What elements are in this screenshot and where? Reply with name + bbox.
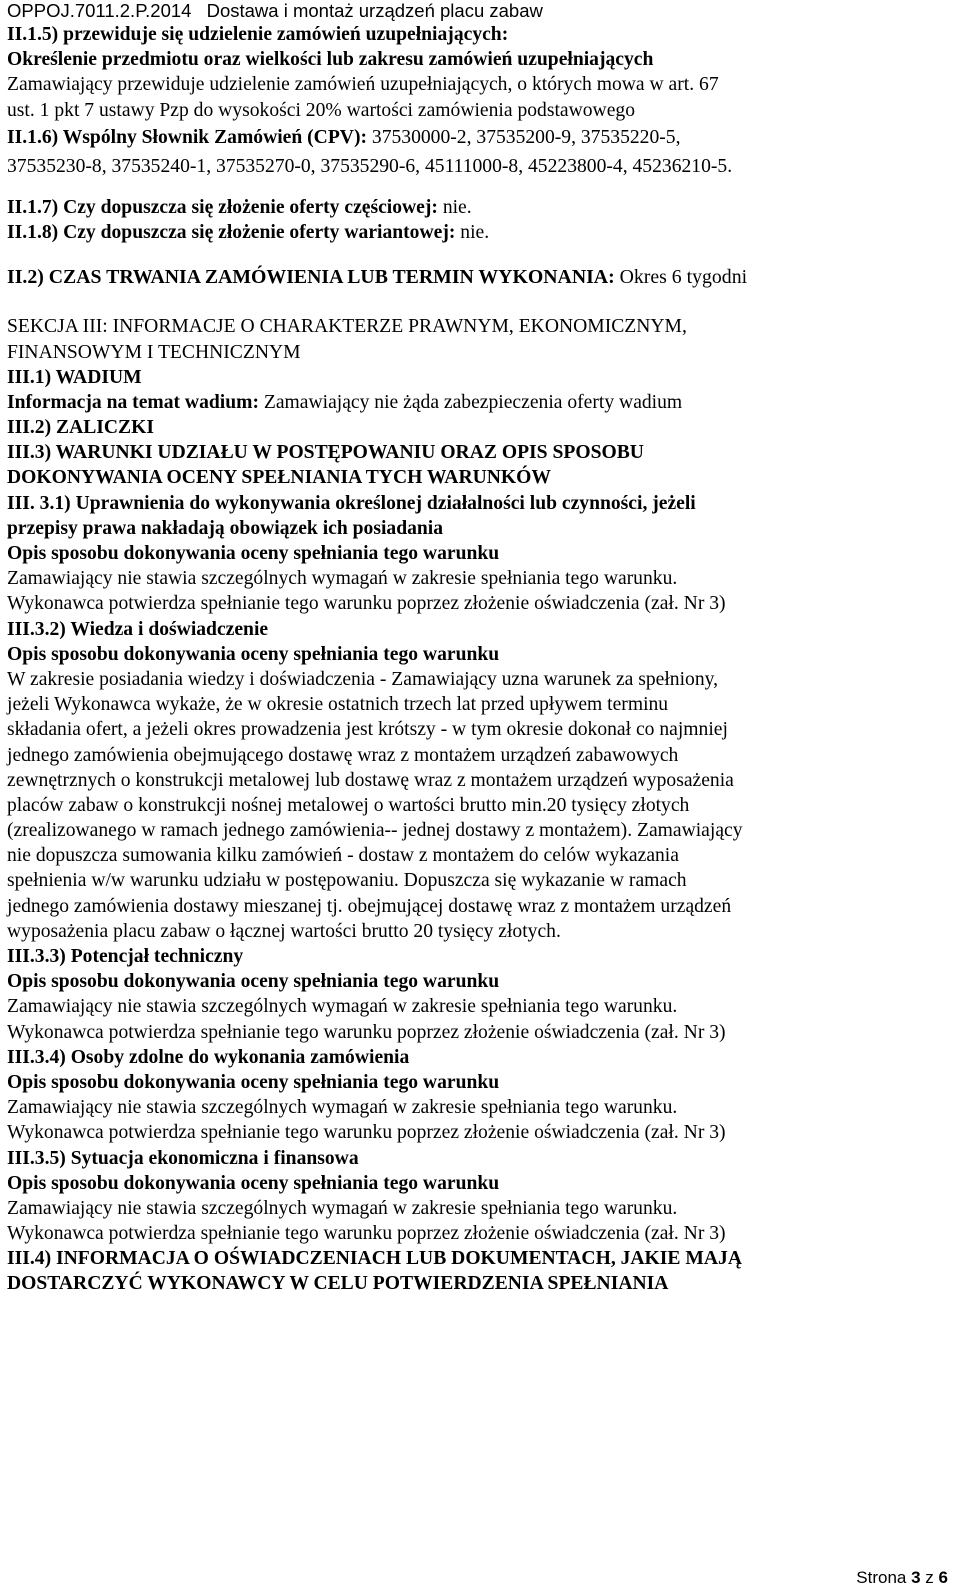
section-2-1-5-text-1: Zamawiający przewiduje udzielenie zamówień uzupełniających, o których mowa w art. 67: [7, 74, 719, 96]
section-2-2-value: Okres 6 tygodni: [614, 266, 748, 289]
cpv-label: II.1.6) Wspólny Słownik Zamówień (CPV):: [7, 126, 367, 148]
page-header: [7, 0, 955, 22]
section-2-1-7-value: nie.: [437, 196, 472, 218]
nie-stawia-text: Zamawiający nie stawia szczególnych wymagań w zakresie spełniania tego warunku.: [7, 568, 678, 590]
document-page: [7, 0, 955, 1297]
cpv-codes-2: 37535230-8, 37535240-1, 37535270-0, 37535290-6, 45111000-8, 45223800-4, 45236210-5.: [7, 155, 733, 177]
section-2-1-5-subheading: Określenie przedmiotu oraz wielkości lub zakresu zamówień uzupełniających: [7, 49, 654, 71]
header-code: OPPOJ.7011.2.P.2014: [7, 0, 192, 21]
potwierdza-text: Wykonawca potwierdza spełnianie tego warunku poprzez złożenie oświadczenia (zał. Nr 3): [7, 1223, 726, 1245]
opis-label: Opis sposobu dokonywania oceny spełniania tego warunku: [7, 971, 500, 993]
sytuacja-heading: III.3.5) Sytuacja ekonomiczna i finansowa: [7, 1147, 359, 1169]
wadium-value: Zamawiający nie żąda zabezpieczenia oferty wadium: [258, 391, 683, 413]
wiedza-line: jeżeli Wykonawca wykaże, że w okresie ostatnich trzech lat przed upływem terminu: [7, 694, 669, 716]
page-number-prefix: Strona: [856, 1568, 912, 1587]
cpv-codes-1: 37530000-2, 37535200-9, 37535220-5,: [367, 126, 681, 148]
section-2-1-6: [7, 123, 955, 181]
opis-label: Opis sposobu dokonywania oceny spełniania tego warunku: [7, 1071, 500, 1093]
uprawnienia-heading-1: III. 3.1) Uprawnienia do wykonywania określonej działalności lub czynności, jeżeli: [7, 492, 696, 514]
nie-stawia-text: Zamawiający nie stawia szczególnych wymagań w zakresie spełniania tego warunku.: [7, 1197, 678, 1219]
warunki-heading-2: DOKONYWANIA OCENY SPEŁNIANIA TYCH WARUNKÓW: [7, 467, 551, 489]
section-3-title-1: SEKCJA III: INFORMACJE O CHARAKTERZE PRAWNYM, EKONOMICZNYM,: [7, 316, 687, 338]
informacja-heading-2: DOSTARCZYĆ WYKONAWCY W CELU POTWIERDZENIA SPEŁNIANIA: [7, 1273, 669, 1295]
wiedza-paragraph: [7, 667, 955, 944]
wiedza-line: jednego zamówienia dostawy mieszanej tj. obejmującej dostawę wraz z montażem urządzeń: [7, 895, 732, 917]
potwierdza-text: Wykonawca potwierdza spełnianie tego warunku poprzez złożenie oświadczenia (zał. Nr 3): [7, 1122, 726, 1144]
spacer: [7, 245, 955, 265]
section-2-1-8-label: II.1.8) Czy dopuszcza się złożenie oferty wariantowej:: [7, 221, 456, 243]
opis-label: Opis sposobu dokonywania oceny spełniania tego warunku: [7, 643, 500, 665]
wiedza-line: placów zabaw o konstrukcji nośnej metalowej o wartości brutto min.20 tysięcy złotych: [7, 794, 690, 816]
nie-stawia-text: Zamawiający nie stawia szczególnych wymagań w zakresie spełniania tego warunku.: [7, 1097, 678, 1119]
potwierdza-text: Wykonawca potwierdza spełnianie tego warunku poprzez złożenie oświadczenia (zał. Nr 3): [7, 1021, 726, 1043]
section-2-1-8-value: nie.: [455, 221, 490, 243]
wiedza-line: (zrealizowanego w ramach jednego zamówienia-- jednej dostawy z montażem). Zamawiający: [7, 820, 743, 842]
wiedza-line: nie dopuszcza sumowania kilku zamówień - dostaw z montażem do celów wykazania: [7, 845, 679, 867]
section-2-2-label: II.2) CZAS TRWANIA ZAMÓWIENIA LUB TERMIN WYKONANIA:: [7, 266, 615, 289]
page-number-separator: z: [920, 1568, 939, 1587]
zaliczki-heading: III.2) ZALICZKI: [7, 417, 154, 439]
wadium-label: Informacja na temat wadium:: [7, 391, 259, 413]
osoby-heading: III.3.4) Osoby zdolne do wykonania zamówienia: [7, 1046, 410, 1068]
wiedza-line: składania ofert, a jeżeli okres prowadzenia jest krótszy - w tym okresie dokonał co najmniej: [7, 719, 728, 741]
page-number-total: 6: [938, 1568, 948, 1587]
spacer: [7, 181, 955, 195]
section-2-1-5-heading: II.1.5) przewiduje się udzielenie zamówień uzupełniających:: [7, 24, 509, 45]
opis-label: Opis sposobu dokonywania oceny spełniania tego warunku: [7, 543, 500, 564]
nie-stawia-text: Zamawiający nie stawia szczególnych wymagań w zakresie spełniania tego warunku.: [7, 996, 678, 1018]
potencjal-heading: III.3.3) Potencjał techniczny: [7, 946, 244, 967]
wiedza-line: wyposażenia placu zabaw o łącznej wartości brutto 20 tysięcy złotych.: [7, 920, 561, 942]
wadium-heading: III.1) WADIUM: [7, 366, 142, 388]
section-2-1-5-text-2: ust. 1 pkt 7 ustawy Pzp do wysokości 20% wartości zamówienia podstawowego: [7, 99, 635, 121]
wiedza-line: W zakresie posiadania wiedzy i doświadczenia - Zamawiający uzna warunek za spełniony,: [7, 668, 719, 690]
wiedza-heading: III.3.2) Wiedza i doświadczenie: [7, 618, 269, 640]
warunki-heading-1: III.3) WARUNKI UDZIAŁU W POSTĘPOWANIU ORAZ OPIS SPOSOBU: [7, 442, 644, 464]
opis-label: Opis sposobu dokonywania oceny spełniania tego warunku: [7, 1172, 500, 1194]
spacer: [7, 290, 955, 314]
wiedza-line: jednego zamówienia obejmującego dostawę wraz z montażem urządzeń zabawowych: [7, 744, 679, 766]
potwierdza-text: Wykonawca potwierdza spełnianie tego warunku poprzez złożenie oświadczenia (zał. Nr 3): [7, 593, 726, 615]
page-number: [856, 1568, 948, 1588]
section-2-1-7-label: II.1.7) Czy dopuszcza się złożenie oferty częściowej:: [7, 196, 438, 218]
wiedza-line: spełnienia w/w warunku udziału w postępowaniu. Dopuszcza się wykazanie w ramach: [7, 870, 687, 892]
uprawnienia-heading-2: przepisy prawa nakładają obowiązek ich posiadania: [7, 517, 444, 539]
wiedza-line: zewnętrznych o konstrukcji metalowej lub dostawę wraz z montażem urządzeń wyposażenia: [7, 769, 734, 791]
section-3-title-2: FINANSOWYM I TECHNICZNYM: [7, 341, 301, 363]
page-number-current: 3: [911, 1568, 921, 1587]
header-subject: Dostawa i montaż urządzeń placu zabaw: [206, 0, 543, 21]
informacja-heading-1: III.4) INFORMACJA O OŚWIADCZENIACH LUB DOKUMENTACH, JAKIE MAJĄ: [7, 1248, 742, 1270]
